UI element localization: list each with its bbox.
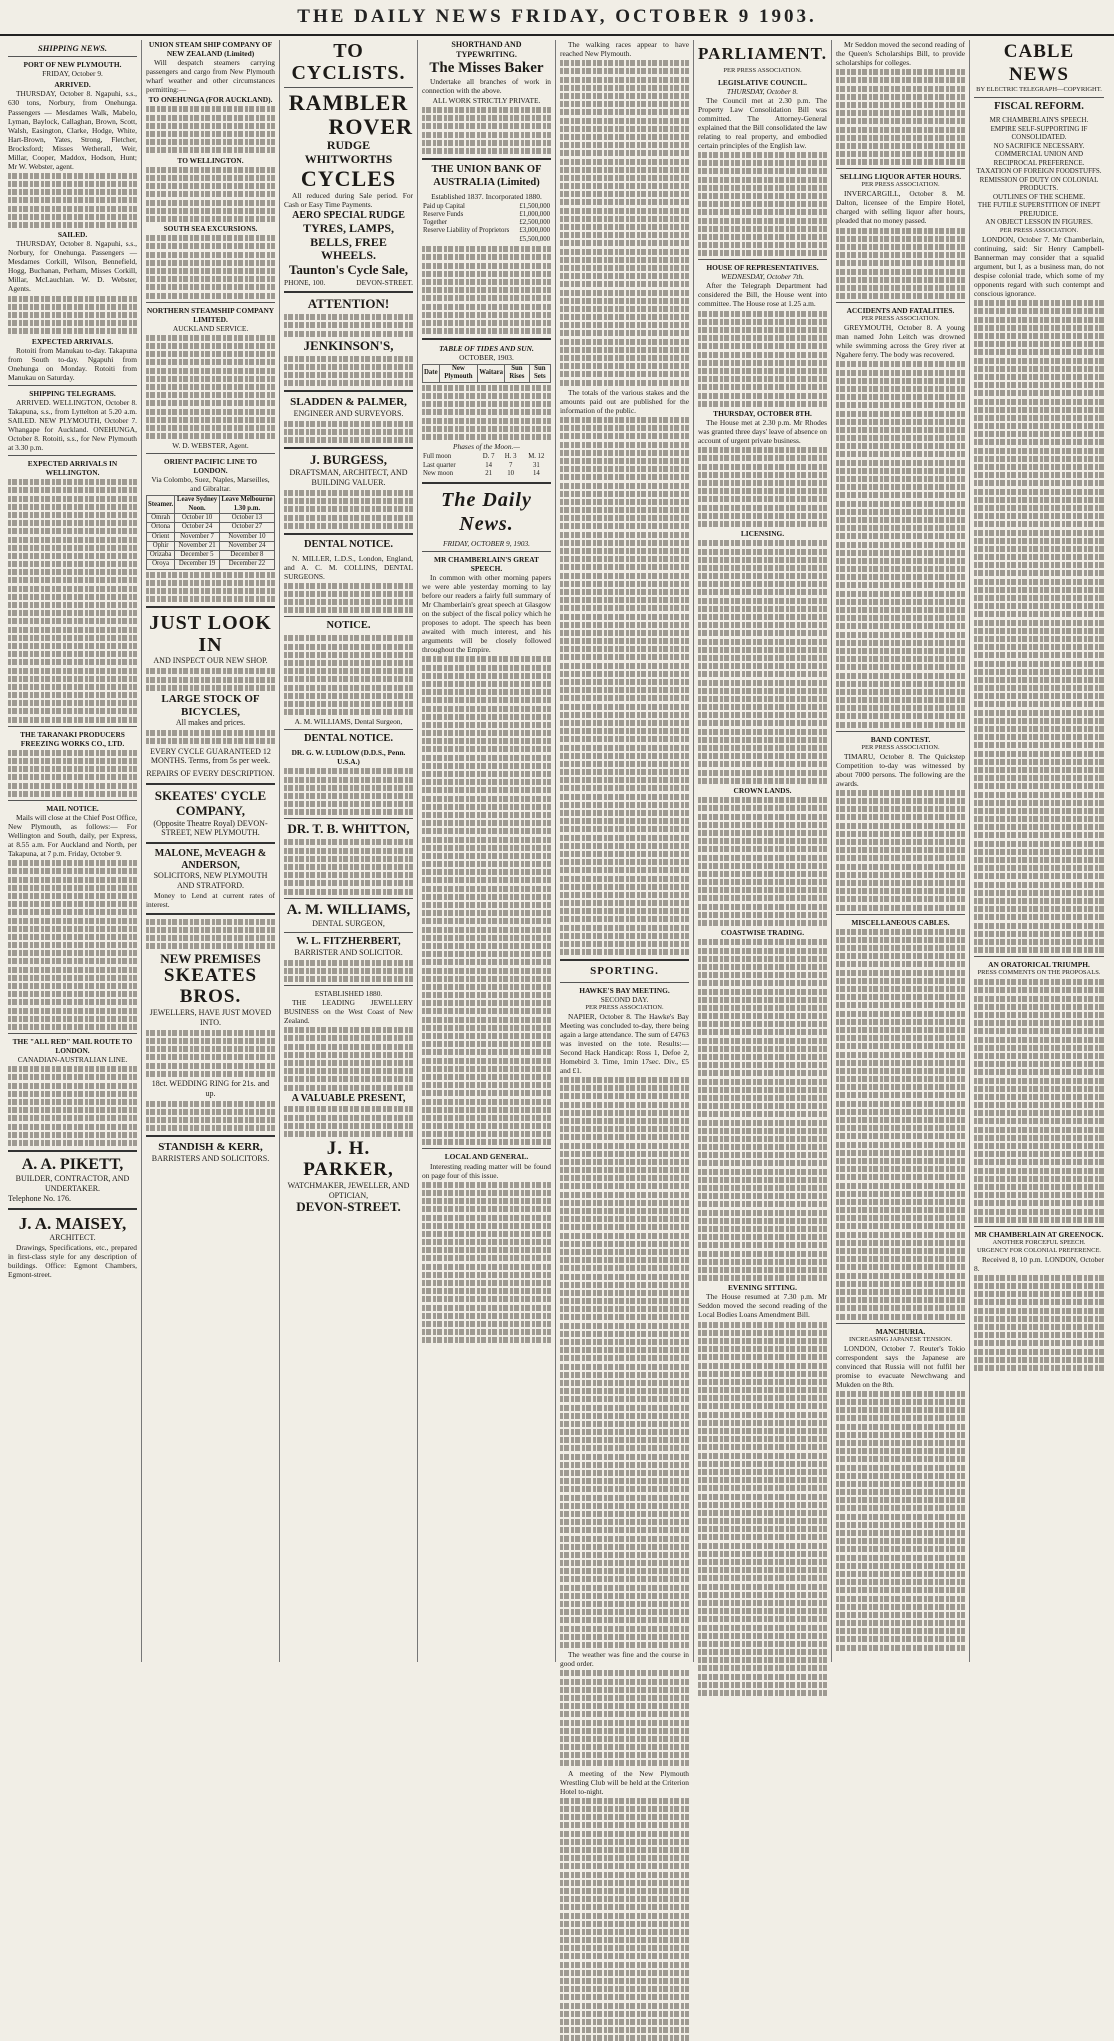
port-date: FRIDAY, October 9. (42, 69, 103, 79)
cable-agency: PER PRESS ASSOCIATION. (999, 226, 1079, 234)
column-bank-tides (418, 40, 556, 1662)
south-sea-heading: SOUTH SEA EXCURSIONS. (163, 224, 258, 234)
bank-filler (422, 246, 551, 334)
press-filler (974, 979, 1104, 1222)
telegrams-heading: SHIPPING TELEGRAMS. (29, 388, 116, 398)
expected-text: Rotoiti from Manukau to-day. Takapuna from South to-day. Ngapuhi from Onehunga on Monday. Rotoiti from Manukau on Saturday. (8, 345, 137, 382)
maisey-name: J. A. MAISEY, (18, 1213, 127, 1233)
orient-heading: ORIENT PACIFIC LINE TO LONDON. (163, 457, 258, 476)
union-heading: UNION STEAM SHIP COMPANY OF NEW ZEALAND (Limited) (148, 40, 273, 59)
walking-text: The walking races appear to have reached New Plymouth. (560, 40, 689, 59)
malone-heading: MALONE, McVEAGH & ANDERSON, (154, 848, 267, 871)
fitzherbert-filler (284, 960, 413, 982)
ludlow-heading: DR. G. W. LUDLOW (D.D.S., Penn. U.S.A.) (291, 748, 406, 767)
parker-established: ESTABLISHED 1880. (314, 988, 383, 998)
remission-heading: REMISSION OF DUTY ON COLONIAL PRODUCTS. (979, 175, 1099, 193)
sacrifice-heading: NO SACRIFICE NECESSARY. (993, 141, 1085, 150)
column-parliament (694, 40, 832, 1662)
table-row: Orizaba December 5 December 8 (147, 551, 275, 560)
malone-subheading: SOLICITORS, NEW PLYMOUTH AND STRATFORD. (153, 871, 268, 890)
table-row: Orient November 7 November 10 (147, 532, 275, 541)
sladden-filler (284, 421, 413, 443)
bicycles-heading: LARGE STOCK OF BICYCLES, (161, 692, 260, 718)
cyclists-heading: TO CYCLISTS. (291, 40, 406, 84)
allred-filler (8, 1066, 137, 1146)
table-row: Ophir November 21 November 24 (147, 541, 275, 550)
allred-subheading: CANADIAN-AUSTRALIAN LINE. (17, 1055, 128, 1065)
hawkes-heading: HAWKE'S BAY MEETING. (579, 985, 670, 995)
maisey-subtitle: ARCHITECT. (49, 1233, 96, 1243)
weather-text: The weather was fine and the course in good order. (560, 1650, 689, 1669)
pikett-subtitle: BUILDER, CONTRACTOR, AND UNDERTAKER. (15, 1174, 130, 1194)
notice-filler (284, 635, 413, 715)
licensing-filler (698, 540, 827, 783)
tides-heading: TABLE OF TIDES AND SUN. (439, 344, 534, 354)
standish-heading: STANDISH & KERR, (158, 1141, 263, 1154)
local-heading: LOCAL AND GENERAL. (444, 1152, 529, 1162)
aero-heading: AERO SPECIAL RUDGE (292, 210, 405, 222)
burgess-subheading: DRAFTSMAN, ARCHITECT, AND BUILDING VALUER. (289, 468, 408, 488)
taranaki-works-heading: THE TARANAKI PRODUCERS FREEZING WORKS CO., LTD. (20, 729, 125, 748)
reps-date: WEDNESDAY, October 7th. (720, 272, 805, 282)
object-heading: AN OBJECT LESSON IN FIGURES. (985, 218, 1093, 227)
whitton-heading: DR. T. B. WHITTON, (287, 821, 410, 837)
tides-month: OCTOBER, 1903. (459, 353, 514, 363)
masthead (0, 0, 1114, 36)
greenock-filler (974, 1275, 1104, 1371)
moon-heading: Phases of the Moon.— (453, 442, 520, 452)
northern-filler (146, 335, 275, 439)
table-row: Last quarter 14 7 31 (423, 461, 540, 469)
greenock-heading: MR CHAMBERLAIN AT GREENOCK. (974, 1229, 1104, 1239)
burgess-filler (284, 490, 413, 529)
cable-news-heading: CABLE NEWS (1003, 41, 1075, 86)
scholarship-text: Mr Seddon moved the second reading of the Queen's Scholarships Bill, to provide scholarships for colleges. (836, 40, 965, 68)
sladden-heading: SLADDEN & PALMER, (290, 396, 407, 409)
bank-heading: THE UNION BANK OF AUSTRALIA (Limited) (431, 163, 542, 188)
bank-established: Established 1837. Incorporated 1880. (431, 191, 542, 201)
sailed-text: THURSDAY, October 8. Ngapuhi, s.s., Norbury, for Onehunga. Passengers — Mesdames Corkill, Wilson, Bennefield, Hogg, Buchanan, Perham, Misses Corkill, Millar, McLauchlan. W. D. Webster, Agents. (8, 239, 137, 294)
fiscal-heading: FISCAL REFORM. (994, 101, 1084, 113)
premises-intro-filler (146, 919, 275, 950)
speech-filler (422, 656, 551, 1145)
parliament-agency: PER PRESS ASSOCIATION. (723, 66, 802, 74)
speech-text: In common with other morning papers we were able yesterday morning to lay before our readers a fairly full summary of Mr Chamberlain's great speech at Glasgow on the subject of the fiscal policy which he proposes to adopt. The speech has been awaited with much interest, and his arguments will be closely followed throughout the Empire. (422, 572, 551, 655)
wellington-arrivals-heading: EXPECTED ARRIVALS IN WELLINGTON. (27, 458, 118, 477)
table-row: New moon 21 10 14 (423, 469, 540, 477)
south-sea-filler (146, 235, 275, 298)
sailed-heading: SAILED. (57, 230, 88, 240)
reps-filler (698, 311, 827, 407)
valuable-heading: A VALUABLE PRESENT, (291, 1092, 406, 1104)
column-local-sporting (556, 40, 694, 1796)
cycles-heading: CYCLES (300, 165, 397, 191)
new-premises-heading: NEW PREMISES (160, 950, 261, 966)
thursday-text: The House met at 2.30 p.m. Mr Rhodes was granted three days' leave of absence on account of urgent private business. (698, 417, 827, 446)
parker-filler (284, 1027, 413, 1090)
band-agency: PER PRESS ASSOCIATION. (861, 743, 940, 751)
jhparker-subheading: WATCHMAKER, JEWELLER, AND OPTICIAN, (287, 1180, 410, 1200)
misc-filler (836, 929, 965, 1320)
accidents-filler (836, 361, 965, 727)
port-heading: PORT OF NEW PLYMOUTH. (23, 60, 122, 70)
section-title-shipping: SHIPPING NEWS. (38, 43, 107, 53)
taunton-heading: Taunton's Cycle Sale, (288, 262, 409, 278)
skeates-bros-heading: SKEATES BROS. (163, 965, 258, 1008)
table-row: Together £2,500,000 (423, 219, 550, 227)
local-filler (422, 1182, 551, 1344)
orient-col-sydney: Leave Sydney Noon. (175, 496, 220, 514)
table-row: Paid up Capital £1,500,000 (423, 202, 550, 210)
local-text: Interesting reading matter will be found on page four of this issue. (422, 1161, 551, 1180)
arrived-heading: ARRIVED. (54, 80, 91, 90)
baker-note: Undertake all branches of work in connection with the above. (422, 76, 551, 95)
table-row: Omrah October 10 October 13 (147, 514, 275, 523)
reps-heading: HOUSE OF REPRESENTATIVES. (706, 263, 819, 273)
amwilliams-heading: A. M. WILLIAMS, (286, 901, 411, 918)
wellington-route-filler (146, 167, 275, 222)
pikett-name: A. A. PIKETT, (21, 1155, 124, 1173)
selling-text: INVERCARGILL, October 8. M. Dalton, licensee of the Empire Hotel, charged with selling liquor after hours, pleaded that no money passed. (836, 189, 965, 226)
bicycles-filler (146, 730, 275, 744)
allred-heading: THE "ALL RED" MAIL ROUTE TO LONDON. (12, 1036, 133, 1055)
tides-col-waitara: Waitara (478, 365, 505, 383)
bank-table (422, 203, 551, 244)
miller-filler (284, 583, 413, 614)
jenkinsons-filler (284, 356, 413, 387)
justlook-subheading: AND INSPECT OUR NEW SHOP. (153, 656, 268, 666)
table-row: Reserve Liability of Proprietors £3,000,000 (423, 227, 550, 235)
commercial-heading: COMMERCIAL UNION AND RECIPROCAL PREFERENCE. (993, 150, 1085, 167)
tides-col-date: Date (423, 365, 440, 383)
wellington-heading: TO WELLINGTON. (177, 155, 244, 165)
council-date: THURSDAY, October 8. (726, 86, 799, 96)
wrestling-filler (560, 1798, 689, 2041)
tides-col-sunset: Sun Sets (529, 365, 550, 383)
evening-text: The House resumed at 7.30 p.m. Mr Seddon moved the second reading of the Local Bodies Loans Amendment Bill. (698, 1292, 827, 1320)
rudge-heading: RUDGE WHITWORTHS (304, 138, 393, 167)
justlook-filler (146, 668, 275, 690)
orient-filler (146, 572, 275, 603)
fitzherbert-subheading: BARRISTER AND SOLICITOR. (294, 947, 403, 957)
bicycles-subheading: All makes and prices. (175, 718, 246, 728)
received-text: Received 8, 10 p.m. LONDON, October 8. (974, 1254, 1104, 1273)
tides-col-newplymouth: New Plymouth (439, 365, 478, 383)
council-filler (698, 152, 827, 256)
williams-text: A. M. WILLIAMS, Dental Surgeon, (294, 717, 403, 727)
guarantee-text: EVERY CYCLE GUARANTEED 12 MONTHS. Terms, from 5s per week. (150, 746, 271, 766)
valuable-filler (284, 1106, 413, 1137)
dental-notice-heading-2: DENTAL NOTICE. (303, 733, 394, 745)
masthead-title: THE DAILY NEWS FRIDAY, OCTOBER 9 1903. (297, 6, 817, 27)
amwilliams-subheading: DENTAL SURGEON, (312, 918, 385, 928)
jhparker-address: DEVON-STREET. (296, 1199, 401, 1215)
triumph-heading: AN ORATORICAL TRIUMPH. (988, 960, 1090, 970)
manchuria-heading: MANCHURIA. (875, 1326, 926, 1336)
taranaki-filler (8, 750, 137, 797)
skeates-cycle-heading: SKEATES' CYCLE COMPANY, (154, 787, 267, 818)
attention-heading: ATTENTION! (307, 296, 390, 312)
jhparker-heading: J. H. PARKER, (303, 1138, 394, 1181)
parliament-heading: PARLIAMENT. (698, 44, 827, 63)
band-text: TIMARU, October 8. The Quickstep Competition to-day was witnessed by about 7000 persons. The following are the awards. (836, 751, 965, 788)
expected-heading: EXPECTED ARRIVALS. (31, 336, 114, 346)
parker-heading: THE LEADING JEWELLERY BUSINESS on the West Coast of New Zealand. (284, 997, 413, 1026)
telegrams-text: ARRIVED. WELLINGTON, October 8. Takapuna, s.s., from Lyttelton at 5.20 a.m. SAILED. NEW PLYMOUTH, October 7. Whangape for Auckland. ONEHUNGA, October 8. Rotoiti, s.s., for New Plymouth at 3.30 p.m. (8, 397, 137, 452)
urgency-heading: URGENCY FOR COLONIAL PREFERENCE. (976, 1246, 1102, 1254)
evening-heading: EVENING SITTING. (728, 1283, 797, 1293)
union-text: Will despatch steamers carrying passengers and cargo from New Plymouth wharf weather and other circumstances permitting:— (146, 58, 275, 95)
daily-news-title: The Daily News. (441, 489, 532, 536)
hawkes-text: NAPIER, October 8. The Hawke's Bay Meeting was concluded to-day, there being again a large attendance. The sum of £4763 was invested on the tote. Results:— Second Hack Handicap: Ross 1, Defoe 2, Homebird 3. Time, 1min 17sec. Div., £5 and £1. (560, 1011, 689, 1075)
table-row: Oroya December 19 December 22 (147, 560, 275, 569)
arrived-text: THURSDAY, October 8. Ngapuhi, s.s., 630 tons, Norbury, from Onehunga. Passengers — Mesdames Walk, Mabelo, Lyman, Baylock, Callaghan, Brown, Scott, Walsh, Easington, Clarke, Hodge, White, Hart-Brown, Yates, Strong, Fletcher, Brocksford; Misses Wetherall, Weir, Millar, Cooper, Maddox, Hodson, Hunt; Mr W. Webster, agent. (8, 89, 137, 171)
skeates-bros-filler (146, 1030, 275, 1077)
orient-col-steamer: Steamer. (147, 496, 175, 514)
attention-filler (284, 314, 413, 336)
table-row: Ortona October 24 October 27 (147, 523, 275, 532)
miller-text: N. MILLER, L.D.S., London, England, and A. C. M. COLLINS, DENTAL SURGEONS. (284, 553, 413, 581)
mail-filler (8, 860, 137, 1030)
orient-table (146, 495, 275, 569)
thursday-filler (698, 447, 827, 527)
baker-filler (422, 107, 551, 154)
selling-agency: PER PRESS ASSOCIATION. (861, 181, 940, 189)
coastwise-heading: COASTWISE TRADING. (720, 928, 805, 938)
thursday-heading: THURSDAY, OCTOBER 8TH. (713, 408, 812, 418)
secret-text: ALL WORK STRICTLY PRIVATE. (432, 95, 541, 105)
orient-subheading: Via Colombo, Suez, Naples, Marseilles, and Gibraltar. (151, 475, 270, 494)
ludlow-filler (284, 768, 413, 815)
selling-heading: SELLING LIQUOR AFTER HOURS. (839, 172, 962, 182)
malone-text: Money to Lend at current rates of interest. (146, 890, 275, 909)
taunton-footer (284, 278, 413, 287)
skeates-cycle-subheading: (Opposite Theatre Royal) DEVON-STREET, NEW PLYMOUTH. (153, 818, 268, 838)
shorthand-heading: SHORTHAND AND TYPEWRITING. (451, 40, 522, 59)
tides-table (422, 364, 551, 383)
fitzherbert-heading: W. L. FITZHERBERT, (296, 935, 401, 947)
misc-cables-heading: MISCELLANEOUS CABLES. (851, 917, 950, 927)
rudge-note: All reduced during Sale period. For Cash or Easy Time Payments. (284, 191, 413, 210)
council-text: The Council met at 2.30 p.m. The Property Law Consolidation Bill was committed. The Attorney-General explained that the Bill consolidated the law relating to real property, and embodied certain principles of the English law. (698, 95, 827, 150)
arrived-filler (8, 173, 137, 228)
wedding-ring-text: 18ct. WEDDING RING for 21s. and up. (151, 1079, 270, 1098)
rambler-heading: RAMBLER (288, 90, 409, 115)
rover-heading: ROVER (328, 114, 413, 140)
totals-filler (560, 417, 689, 955)
accidents-agency: PER PRESS ASSOCIATION. (861, 315, 940, 323)
pikett-telephone: Telephone No. 176. (8, 1193, 71, 1203)
newspaper-columns (4, 40, 1110, 1796)
standish-subheading: BARRISTERS AND SOLICITORS. (151, 1153, 270, 1163)
jenkinsons-heading: JENKINSON'S, (303, 337, 394, 353)
repairs-text: REPAIRS OF EVERY DESCRIPTION. (146, 769, 275, 779)
wedding-filler (146, 1101, 275, 1132)
outlines-heading: OUTLINES OF THE SCHEME. (992, 192, 1086, 201)
evening-filler (698, 1322, 827, 1696)
northern-agent: W. D. WEBSTER, Agent. (172, 441, 249, 451)
cable-news-subheading: BY ELECTRIC TELEGRAPH—COPYRIGHT. (976, 86, 1102, 94)
manchuria-filler (836, 1391, 965, 1651)
wrestling-text: A meeting of the New Plymouth Wrestling Club will be held at the Criterion Hotel to-night. (560, 1768, 689, 1796)
table-row: Reserve Funds £1,000,000 (423, 210, 550, 218)
taxation-heading: TAXATION OF FOREIGN FOODSTUFFS. (976, 167, 1102, 176)
press-heading: PRESS COMMENTS ON THE PROPOSALS. (977, 969, 1101, 977)
notice-heading: NOTICE. (326, 620, 371, 632)
taunton-phone: PHONE, 100. (284, 278, 326, 288)
justlook-heading: JUST LOOK IN (149, 612, 272, 657)
column-shipping (4, 40, 142, 1662)
column-cycles-dental (280, 40, 418, 1662)
sladden-subheading: ENGINEER AND SURVEYORS. (293, 409, 404, 419)
hawkes-agency: PER PRESS ASSOCIATION. (585, 1003, 664, 1011)
northern-subheading: AUCKLAND SERVICE. (172, 323, 249, 333)
weather-filler (560, 1670, 689, 1766)
speech-heading: MR CHAMBERLAIN'S GREAT SPEECH. (434, 554, 539, 573)
sporting-heading: SPORTING. (590, 965, 659, 978)
moon-table (422, 453, 551, 478)
speech-heading: MR CHAMBERLAIN'S SPEECH. (989, 116, 1089, 125)
accidents-heading: ACCIDENTS AND FATALITIES. (846, 306, 955, 316)
selling-filler (836, 228, 965, 300)
empire-heading: EMPIRE SELF-SUPPORTING IF CONSOLIDATED. (990, 124, 1088, 142)
council-heading: LEGISLATIVE COUNCIL. (718, 77, 807, 87)
licensing-heading: LICENSING. (740, 529, 785, 539)
futile-heading: THE FUTILE SUPERSTITION OF INEPT PREJUDICE. (977, 201, 1101, 218)
crown-heading: CROWN LANDS. (733, 785, 792, 795)
hawkes-filler (560, 1077, 689, 1648)
accidents-text: GREYMOUTH, October 8. A young man named John Leitch was drowned while swimming across the Grey river at Ngahere ferry. The body was recovered. (836, 323, 965, 360)
orient-col-melbourne: Leave Melbourne 1.30 p.m. (221, 496, 273, 512)
cable-speech-filler (974, 300, 1104, 953)
reps-text: After the Telegraph Department had considered the Bill, the House went into committee. The House rose at 1.25 a.m. (698, 281, 827, 309)
tides-col-sunrise: Sun Rises (505, 365, 530, 383)
cable-speech-text: LONDON, October 7. Mr Chamberlain, continuing, said: Sir Henry Campbell-Bannerman may consider that a squalid argument, but I, as a business man, do not despise colonial trade, which some of my opponents regard with such contempt and conscious ignorance. (974, 234, 1104, 299)
table-row: Full moon D. 7 H. 3 M. 12 (423, 453, 545, 461)
tyres-heading: TYRES, LAMPS, BELLS, FREE WHEELS. (302, 220, 394, 263)
band-heading: BAND CONTEST. (870, 734, 931, 744)
another-heading: ANOTHER FORCEFUL SPEECH. (992, 1238, 1086, 1246)
table-row: £5,500,000 (519, 235, 550, 243)
skeates-bros-subheading: JEWELLERS, HAVE JUST MOVED INTO. (149, 1008, 272, 1027)
burgess-heading: J. BURGESS, (310, 452, 387, 468)
column-telegrams (832, 40, 970, 1662)
onehunga-filler (146, 106, 275, 153)
hawkes-day: SECOND DAY. (600, 994, 649, 1004)
maisey-note: Drawings, Specifications, etc., prepared in first-class style for any description of buildings. Office: Egmont Chambers, Egmont-street. (8, 1242, 137, 1279)
tides-filler (422, 385, 551, 440)
sailed-filler (8, 296, 137, 335)
manchuria-text: LONDON, October 7. Reuter's Tokio correspondent says the Japanese are convinced that Russia will not fulfil her promise to evacuate Newchwang and Mukden on the 8th. (836, 1343, 965, 1389)
column-steamers (142, 40, 280, 1662)
dental-notice-heading: DENTAL NOTICE. (303, 538, 394, 550)
mail-heading: MAIL NOTICE. (46, 803, 99, 813)
band-filler (836, 790, 965, 911)
taunton-street: DEVON-STREET. (356, 278, 413, 288)
wellington-filler (8, 479, 137, 722)
mail-text: Mails will close at the Chief Post Office, New Plymouth, as follows:— For Wellington and South, daily, per Express, at 8.55 a.m. For Auckland and North, per Takapuna, at 7 p.m. Friday, October 9. (8, 812, 137, 858)
daily-news-date: FRIDAY, OCTOBER 9, 1903. (442, 538, 531, 548)
scholarship-filler (836, 69, 965, 165)
coastwise-filler (698, 939, 827, 1281)
crown-filler (698, 797, 827, 926)
baker-heading: The Misses Baker (429, 59, 544, 76)
column-cable-news (970, 40, 1108, 1662)
northern-heading: NORTHERN STEAMSHIP COMPANY LIMITED. (146, 305, 275, 324)
totals-text: The totals of the various stakes and the amounts paid out are published for the information of the public. (560, 387, 689, 415)
walking-filler (560, 60, 689, 385)
onehunga-heading: TO ONEHUNGA (FOR AUCKLAND). (148, 95, 273, 105)
whitton-filler (284, 839, 413, 894)
manchuria-subheading: INCREASING JAPANESE TENSION. (848, 1335, 953, 1343)
